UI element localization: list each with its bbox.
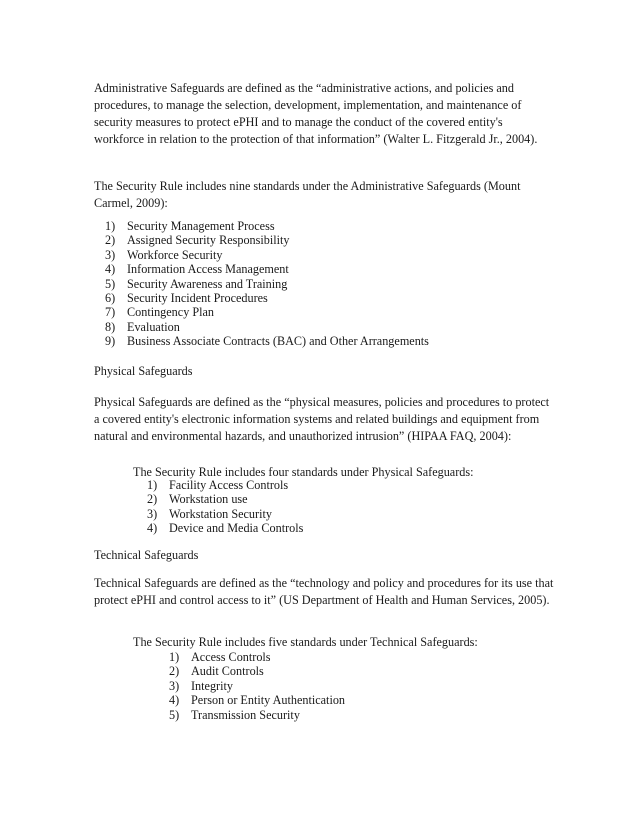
list-item: 2) Workstation use [147, 492, 248, 507]
physical-standards-intro: The Security Rule includes four standards under Physical Safeguards: [133, 465, 474, 479]
list-item: 3) Workstation Security [147, 506, 272, 521]
list-item: 4) Device and Media Controls [147, 521, 304, 536]
list-item: 2) Assigned Security Responsibility [105, 233, 290, 248]
list-item: 4) Information Access Management [105, 262, 289, 277]
list-item: 6) Security Incident Procedures [105, 291, 268, 306]
physical-heading: Physical Safeguards [94, 364, 193, 378]
technical-paragraph: Technical Safeguards are defined as the “technology and policy and procedures for its use that protect ePHI and control access to it” (US Department of Health and Human Services, 2005). [94, 576, 554, 607]
list-item: 3) Integrity [169, 678, 233, 693]
list-item: 1) Access Controls [169, 650, 271, 664]
technical-standards-intro: The Security Rule includes five standards under Technical Safeguards: [133, 635, 478, 649]
list-item: 1) Facility Access Controls [147, 478, 289, 492]
admin-standards-list [105, 219, 565, 349]
list-item: 4) Person or Entity Authentication [169, 693, 346, 708]
list-item: 7) Contingency Plan [105, 305, 214, 320]
list-item: 5) Security Awareness and Training [105, 276, 288, 291]
list-item: 1) Security Management Process [105, 219, 275, 233]
admin-paragraph: Administrative Safeguards are defined as the “administrative actions, and policies and procedures, to manage the selection, development, implementation, and maintenance of security measures to protect ePHI and to manage the conduct of the covered entity's workforce in relation to the protection of that information” (Walter L. Fitzgerald Jr., 2004). [94, 81, 538, 146]
list-item: 3) Workforce Security [105, 247, 223, 262]
list-item: 9) Business Associate Contracts (BAC) and Other Arrangements [105, 334, 429, 349]
physical-paragraph: Physical Safeguards are defined as the “physical measures, policies and procedures to protect a covered entity's electronic information systems and related buildings and equipment from natural and environmental hazards, and unauthorized intrusion” (HIPAA FAQ, 2004): [94, 395, 550, 443]
list-item: 8) Evaluation [105, 319, 180, 334]
list-item: 2) Audit Controls [169, 664, 264, 679]
physical-standards-list [147, 478, 607, 536]
admin-standards-intro: The Security Rule includes nine standards under the Administrative Safeguards (Mount Carmel, 2009): [94, 179, 521, 210]
technical-standards-list [169, 650, 629, 722]
list-item: 5) Transmission Security [169, 707, 300, 722]
technical-heading: Technical Safeguards [94, 548, 199, 562]
